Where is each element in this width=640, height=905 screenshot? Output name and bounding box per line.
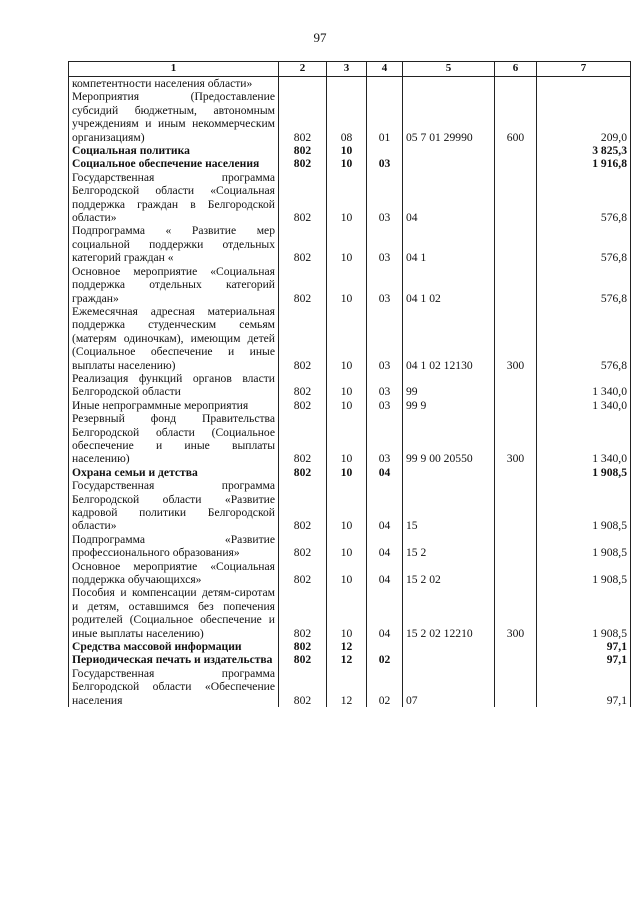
row-name-cell: Подпрограмма « Развитие мер социальной поддержки отдельных категорий граждан « — [69, 224, 279, 264]
row-ved-cell: 802 — [279, 224, 327, 264]
row-vr-cell — [495, 157, 537, 170]
row-csr-cell — [403, 144, 495, 157]
row-name-cell: Периодическая печать и издательства — [69, 653, 279, 666]
table-row — [69, 305, 631, 372]
row-vr-cell — [495, 171, 537, 225]
header-cell-ved: 2 — [279, 62, 327, 77]
row-sum-cell: 209,0 — [537, 90, 631, 144]
row-csr-cell: 99 9 00 20550 — [403, 412, 495, 466]
row-rz-cell: 10 — [327, 372, 367, 399]
row-sum-cell: 576,8 — [537, 171, 631, 225]
table-row — [69, 466, 631, 479]
row-rz-cell: 10 — [327, 466, 367, 479]
row-sum-cell: 1 340,0 — [537, 372, 631, 399]
table-row — [69, 653, 631, 666]
table-row — [69, 90, 631, 144]
table-row — [69, 479, 631, 533]
row-name-cell: Мероприятия (Предоставление субсидий бюджетным, автономным учреждениям и иным некоммерческим организациям) — [69, 90, 279, 144]
row-csr-cell — [403, 466, 495, 479]
row-pr-cell — [367, 640, 403, 653]
row-csr-cell: 04 1 — [403, 224, 495, 264]
row-csr-cell: 04 1 02 — [403, 265, 495, 305]
row-pr-cell: 01 — [367, 90, 403, 144]
header-cell-vr: 6 — [495, 62, 537, 77]
row-name-cell: Социальная политика — [69, 144, 279, 157]
row-ved-cell: 802 — [279, 90, 327, 144]
row-ved-cell: 802 — [279, 399, 327, 412]
row-name-cell: Государственная программа Белгородской области «Обеспечение населения — [69, 667, 279, 707]
row-sum-cell: 1 340,0 — [537, 412, 631, 466]
row-name-cell: Средства массовой информации — [69, 640, 279, 653]
row-name-cell: Резервный фонд Правительства Белгородской области (Социальное обеспечение и иные выплаты населению) — [69, 412, 279, 466]
header-cell-csr: 5 — [403, 62, 495, 77]
row-vr-cell — [495, 640, 537, 653]
row-csr-cell: 05 7 01 29990 — [403, 90, 495, 144]
row-sum-cell: 576,8 — [537, 265, 631, 305]
row-pr-cell: 03 — [367, 171, 403, 225]
row-vr-cell — [495, 479, 537, 533]
table-row — [69, 224, 631, 264]
row-sum-cell: 1 908,5 — [537, 586, 631, 640]
row-rz-cell: 10 — [327, 533, 367, 560]
row-pr-cell: 04 — [367, 479, 403, 533]
row-csr-cell: 99 — [403, 372, 495, 399]
row-csr-cell: 99 9 — [403, 399, 495, 412]
row-sum-cell: 576,8 — [537, 305, 631, 372]
table-row — [69, 667, 631, 707]
row-name-cell: Социальное обеспечение населения — [69, 157, 279, 170]
row-vr-cell — [495, 372, 537, 399]
row-name-cell: Основное мероприятие «Социальная поддержка отдельных категорий граждан» — [69, 265, 279, 305]
row-name-cell: Ежемесячная адресная материальная поддержка студенческим семьям (матерям одиночкам), имеющим детей (Социальное обеспечение и иные выплаты населению) — [69, 305, 279, 372]
table-row — [69, 640, 631, 653]
row-pr-cell: 02 — [367, 653, 403, 666]
row-vr-cell: 300 — [495, 305, 537, 372]
row-rz-cell: 12 — [327, 653, 367, 666]
header-cell-pr: 4 — [367, 62, 403, 77]
row-rz-cell: 10 — [327, 144, 367, 157]
row-name-cell: Основное мероприятие «Социальная поддержка обучающихся» — [69, 560, 279, 587]
row-vr-cell: 300 — [495, 586, 537, 640]
header-cell-sum: 7 — [537, 62, 631, 77]
row-rz-cell — [327, 77, 367, 91]
row-sum-cell: 1 908,5 — [537, 560, 631, 587]
row-vr-cell — [495, 399, 537, 412]
row-csr-cell — [403, 640, 495, 653]
row-pr-cell: 03 — [367, 305, 403, 372]
budget-table — [68, 61, 631, 707]
table-row — [69, 157, 631, 170]
page-number: 97 — [313, 30, 327, 45]
row-pr-cell: 04 — [367, 586, 403, 640]
row-sum-cell: 1 340,0 — [537, 399, 631, 412]
row-csr-cell: 15 2 02 12210 — [403, 586, 495, 640]
row-vr-cell — [495, 77, 537, 91]
row-ved-cell: 802 — [279, 412, 327, 466]
row-vr-cell — [495, 144, 537, 157]
row-pr-cell: 04 — [367, 560, 403, 587]
row-csr-cell: 15 2 02 — [403, 560, 495, 587]
row-rz-cell: 10 — [327, 224, 367, 264]
row-vr-cell — [495, 667, 537, 707]
row-name-cell: Иные непрограммные мероприятия — [69, 399, 279, 412]
row-sum-cell: 1 908,5 — [537, 466, 631, 479]
row-rz-cell: 10 — [327, 171, 367, 225]
row-rz-cell: 08 — [327, 90, 367, 144]
row-rz-cell: 10 — [327, 157, 367, 170]
row-sum-cell: 97,1 — [537, 640, 631, 653]
row-pr-cell: 03 — [367, 399, 403, 412]
table-row — [69, 560, 631, 587]
row-vr-cell — [495, 466, 537, 479]
row-vr-cell — [495, 653, 537, 666]
row-pr-cell: 03 — [367, 372, 403, 399]
header-cell-rz: 3 — [327, 62, 367, 77]
row-name-cell: Пособия и компенсации детям-сиротам и детям, оставшимся без попечения родителей (Социальное обеспечение и иные выплаты населению) — [69, 586, 279, 640]
header-cell-name: 1 — [69, 62, 279, 77]
budget-table-body — [69, 77, 631, 708]
row-csr-cell: 04 1 02 12130 — [403, 305, 495, 372]
table-row — [69, 586, 631, 640]
row-vr-cell — [495, 560, 537, 587]
row-name-cell: компетентности населения области» — [69, 77, 279, 91]
row-ved-cell: 802 — [279, 479, 327, 533]
row-vr-cell — [495, 533, 537, 560]
row-sum-cell: 1 908,5 — [537, 479, 631, 533]
row-name-cell: Подпрограмма «Развитие профессионального образования» — [69, 533, 279, 560]
row-ved-cell: 802 — [279, 265, 327, 305]
row-sum-cell: 1 908,5 — [537, 533, 631, 560]
table-row — [69, 412, 631, 466]
row-rz-cell: 10 — [327, 586, 367, 640]
row-ved-cell: 802 — [279, 305, 327, 372]
row-sum-cell: 576,8 — [537, 224, 631, 264]
row-sum-cell: 3 825,3 — [537, 144, 631, 157]
row-csr-cell — [403, 157, 495, 170]
row-vr-cell: 300 — [495, 412, 537, 466]
row-ved-cell: 802 — [279, 533, 327, 560]
row-name-cell: Охрана семьи и детства — [69, 466, 279, 479]
table-row — [69, 265, 631, 305]
row-ved-cell — [279, 77, 327, 91]
row-ved-cell: 802 — [279, 667, 327, 707]
row-pr-cell: 03 — [367, 412, 403, 466]
row-rz-cell: 10 — [327, 265, 367, 305]
row-csr-cell: 04 — [403, 171, 495, 225]
header-row — [69, 62, 631, 77]
row-csr-cell: 15 2 — [403, 533, 495, 560]
table-row — [69, 399, 631, 412]
row-sum-cell: 1 916,8 — [537, 157, 631, 170]
row-sum-cell: 97,1 — [537, 667, 631, 707]
row-rz-cell: 10 — [327, 305, 367, 372]
row-csr-cell: 07 — [403, 667, 495, 707]
row-ved-cell: 802 — [279, 560, 327, 587]
row-ved-cell: 802 — [279, 372, 327, 399]
row-rz-cell: 10 — [327, 479, 367, 533]
table-row — [69, 171, 631, 225]
row-sum-cell: 97,1 — [537, 653, 631, 666]
row-ved-cell: 802 — [279, 640, 327, 653]
row-csr-cell — [403, 77, 495, 91]
row-pr-cell: 04 — [367, 533, 403, 560]
row-pr-cell: 03 — [367, 265, 403, 305]
row-name-cell: Реализация функций органов власти Белгородской области — [69, 372, 279, 399]
row-rz-cell: 12 — [327, 640, 367, 653]
row-pr-cell — [367, 77, 403, 91]
row-sum-cell — [537, 77, 631, 91]
table-row — [69, 533, 631, 560]
row-name-cell: Государственная программа Белгородской области «Социальная поддержка граждан в Белгородской области» — [69, 171, 279, 225]
row-ved-cell: 802 — [279, 466, 327, 479]
row-vr-cell — [495, 265, 537, 305]
row-ved-cell: 802 — [279, 653, 327, 666]
table-row — [69, 372, 631, 399]
row-vr-cell: 600 — [495, 90, 537, 144]
row-csr-cell: 15 — [403, 479, 495, 533]
table-row — [69, 77, 631, 91]
row-pr-cell — [367, 144, 403, 157]
row-pr-cell: 03 — [367, 157, 403, 170]
row-rz-cell: 12 — [327, 667, 367, 707]
row-ved-cell: 802 — [279, 171, 327, 225]
row-vr-cell — [495, 224, 537, 264]
row-ved-cell: 802 — [279, 157, 327, 170]
row-name-cell: Государственная программа Белгородской области «Развитие кадровой политики Белгородской области» — [69, 479, 279, 533]
row-ved-cell: 802 — [279, 144, 327, 157]
row-rz-cell: 10 — [327, 560, 367, 587]
row-pr-cell: 03 — [367, 224, 403, 264]
row-csr-cell — [403, 653, 495, 666]
row-ved-cell: 802 — [279, 586, 327, 640]
row-rz-cell: 10 — [327, 412, 367, 466]
row-rz-cell: 10 — [327, 399, 367, 412]
row-pr-cell: 02 — [367, 667, 403, 707]
table-row — [69, 144, 631, 157]
row-pr-cell: 04 — [367, 466, 403, 479]
